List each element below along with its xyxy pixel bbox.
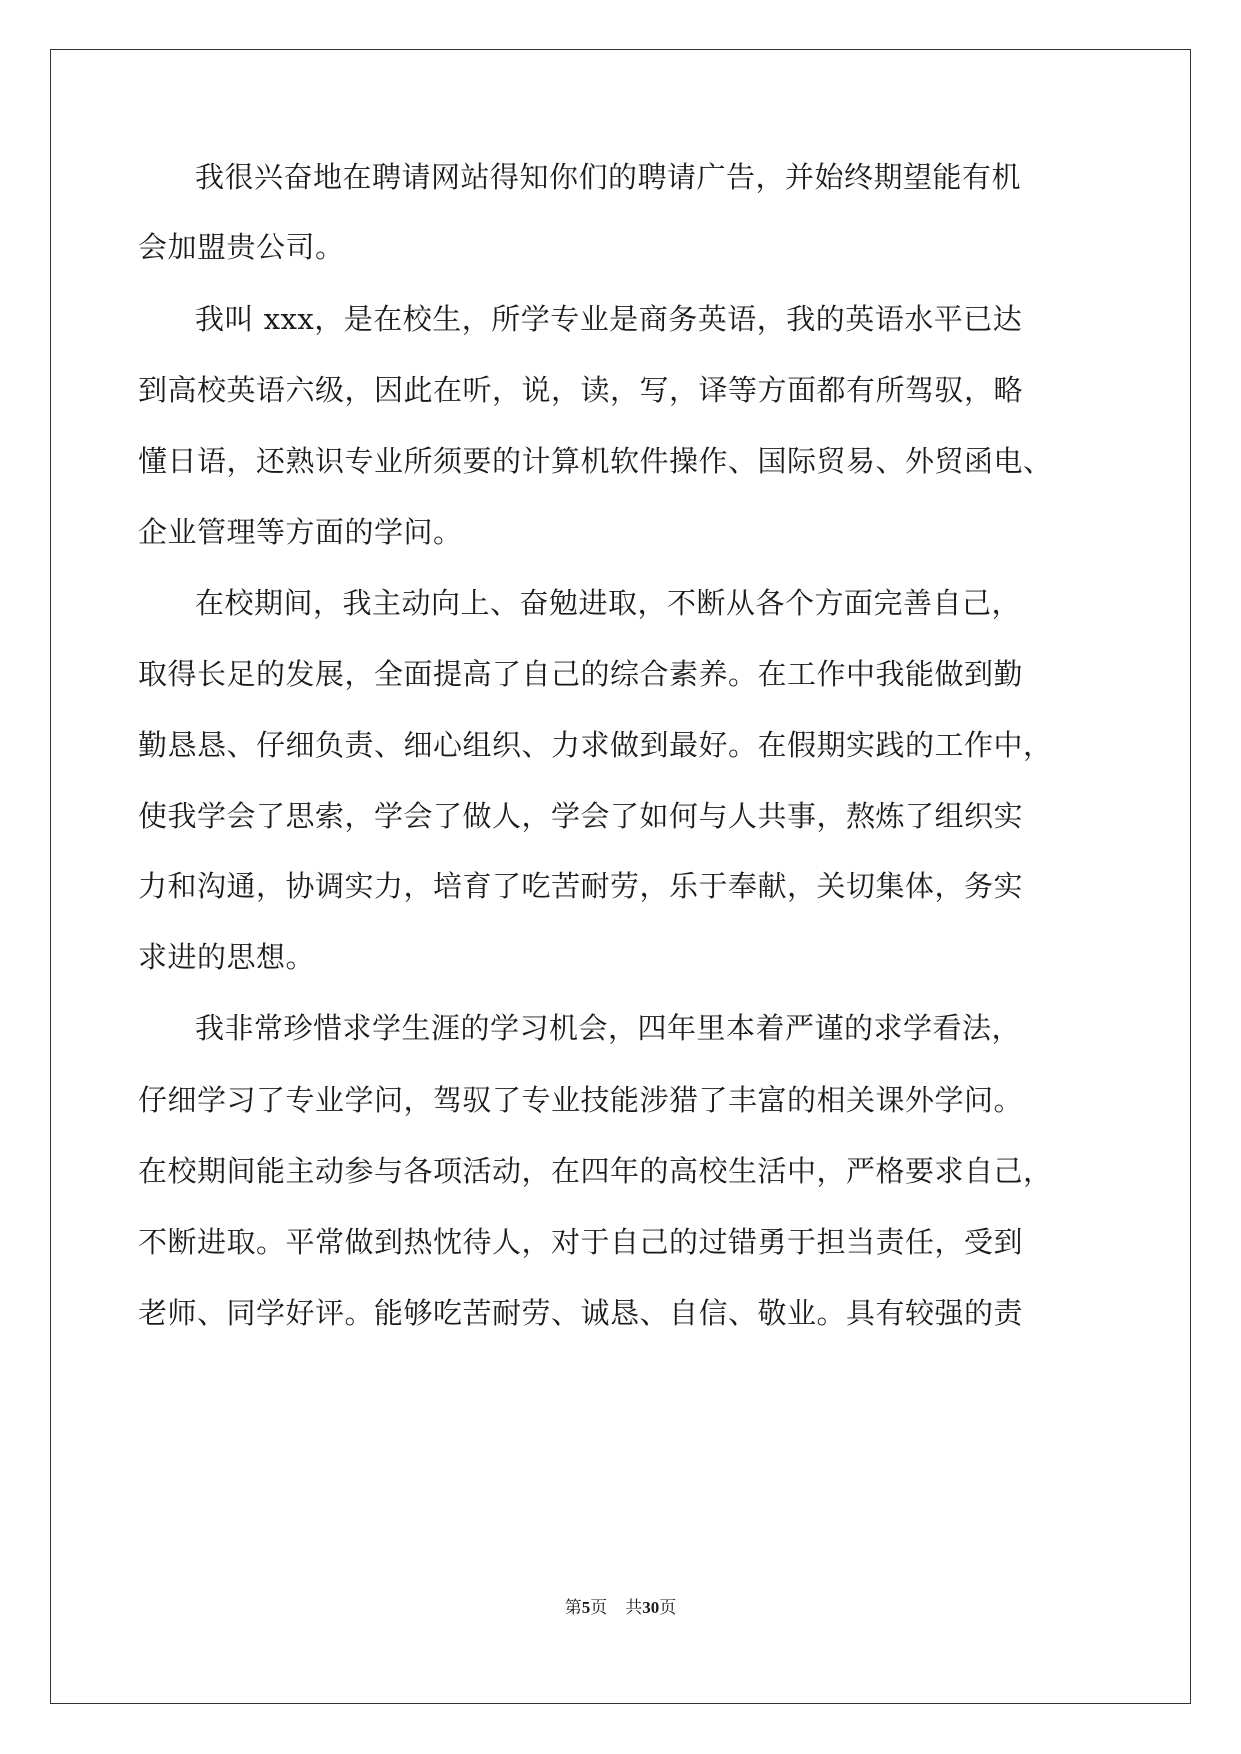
paragraph-2-line-2: 到高校英语六级，因此在听，说，读，写，译等方面都有所驾驭，略	[138, 373, 1024, 407]
paragraph-3-line-2: 取得长足的发展，全面提高了自己的综合素养。在工作中我能做到勤	[138, 657, 1024, 691]
page-number: 5	[581, 1598, 591, 1617]
paragraph-4-line-1: 我非常珍惜求学生涯的学习机会，四年里本着严谨的求学看法，	[195, 1011, 1022, 1045]
paragraph-1-line-1: 我很兴奋地在聘请网站得知你们的聘请广告，并始终期望能有机	[195, 160, 1022, 194]
paragraph-4-line-3: 在校期间能主动参与各项活动，在四年的高校生活中，严格要求自己，	[138, 1154, 1053, 1188]
paragraph-3-line-3: 勤恳恳、仔细负责、细心组织、力求做到最好。在假期实践的工作中，	[138, 728, 1053, 762]
paragraph-2-line-3: 懂日语，还熟识专业所须要的计算机软件操作、国际贸易、外贸函电、	[138, 444, 1053, 478]
page-footer	[0, 1596, 1241, 1620]
total-suffix: 页	[659, 1598, 677, 1617]
paragraph-3-line-4: 使我学会了思索，学会了做人，学会了如何与人共事，熬炼了组织实	[138, 799, 1024, 833]
page-suffix: 页	[590, 1598, 608, 1617]
paragraph-4-line-2: 仔细学习了专业学问，驾驭了专业技能涉猎了丰富的相关课外学问。	[138, 1083, 1024, 1117]
paragraph-4-line-4: 不断进取。平常做到热忱待人，对于自己的过错勇于担当责任，受到	[138, 1225, 1024, 1259]
paragraph-4-line-5: 老师、同学好评。能够吃苦耐劳、诚恳、自信、敬业。具有较强的责	[138, 1296, 1024, 1330]
total-prefix: 共	[625, 1598, 643, 1617]
paragraph-2-line-4: 企业管理等方面的学问。	[138, 515, 463, 549]
paragraph-2-line-1: 我叫 xxx，是在校生，所学专业是商务英语，我的英语水平已达	[195, 302, 1023, 336]
paragraph-1-line-2: 会加盟贵公司。	[138, 230, 345, 264]
paragraph-3-line-6: 求进的思想。	[138, 940, 316, 974]
total-pages: 30	[642, 1598, 660, 1617]
paragraph-3-line-1: 在校期间，我主动向上、奋勉进取，不断从各个方面完善自己，	[195, 586, 1022, 620]
page-prefix: 第	[564, 1598, 582, 1617]
paragraph-3-line-5: 力和沟通，协调实力，培育了吃苦耐劳，乐于奉献，关切集体，务实	[138, 869, 1024, 903]
